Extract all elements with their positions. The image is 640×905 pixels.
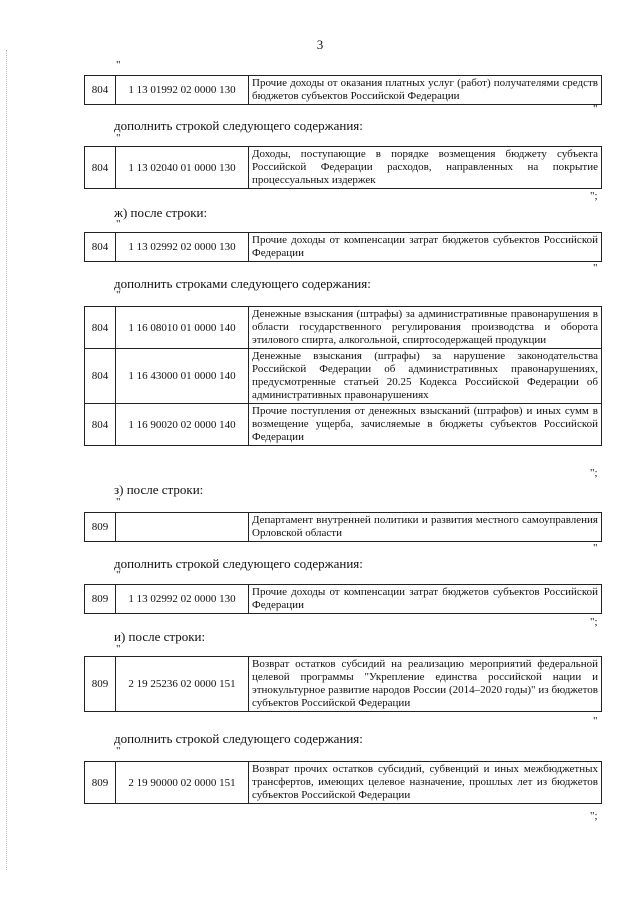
budget-code-cell: 1 16 90020 02 0000 140 (116, 404, 249, 446)
closing-quote: " (593, 715, 598, 727)
table-row-10 (84, 761, 602, 804)
instruction-after-i: и) после строки: (114, 629, 206, 644)
opening-quote: " (116, 132, 121, 144)
instruction-add-rows: дополнить строками следующего содержания: (114, 276, 371, 291)
admin-code-cell: 809 (85, 762, 116, 804)
admin-code-cell: 804 (85, 349, 116, 404)
opening-quote: " (116, 289, 121, 301)
opening-quote: " (116, 59, 121, 71)
table-row-7 (84, 512, 602, 542)
closing-quote: "; (590, 810, 598, 822)
closing-quote: " (593, 103, 598, 115)
description-cell: Возврат прочих остатков субсидий, субвенций и иных межбюджетных трансфертов, имеющих целевое назначение, прошлых лет из бюджетов субъектов Российской Федерации (249, 762, 602, 804)
budget-code-cell: 1 16 08010 01 0000 140 (116, 307, 249, 349)
opening-quote: " (116, 218, 121, 230)
table-row-8 (84, 584, 602, 614)
description-cell: Прочие поступления от денежных взысканий (штрафов) и иных сумм в возмещение ущерба, зачисляемые в бюджеты субъектов Российской Федерации (249, 404, 602, 446)
budget-code-cell: 1 16 43000 01 0000 140 (116, 349, 249, 404)
description-cell: Возврат остатков субсидий на реализацию мероприятий федеральной целевой программы "Укрепление единства российской нации и этнокультурное развитие народов России (2014–2020 годы)" из бюджетов субъектов Российской Федерации (249, 657, 602, 712)
opening-quote: " (116, 496, 121, 508)
description-cell: Прочие доходы от компенсации затрат бюджетов субъектов Российской Федерации (249, 585, 602, 614)
description-cell: Прочие доходы от оказания платных услуг (работ) получателями средств бюджетов субъектов Российской Федерации (249, 76, 602, 105)
description-cell: Денежные взыскания (штрафы) за нарушение законодательства Российской Федерации об административных правонарушениях, предусмотренные статьей 20.25 Кодекса Российской Федерации об административных правонарушениях (249, 349, 602, 404)
budget-code-cell: 1 13 02992 02 0000 130 (116, 585, 249, 614)
description-cell: Доходы, поступающие в порядке возмещения бюджету субъекта Российской Федерации расходов, направленных на покрытие процессуальных издержек (249, 147, 602, 189)
page-number: 3 (316, 37, 324, 52)
opening-quote: " (116, 745, 121, 757)
budget-code-cell: 1 13 02992 02 0000 130 (116, 233, 249, 262)
table-row-9 (84, 656, 602, 712)
admin-code-cell: 804 (85, 147, 116, 189)
closing-quote: " (593, 542, 598, 554)
instruction-after-z: з) после строки: (114, 482, 204, 497)
opening-quote: " (116, 569, 121, 581)
admin-code-cell: 804 (85, 404, 116, 446)
admin-code-cell: 804 (85, 76, 116, 105)
instruction-add-row: дополнить строкой следующего содержания: (114, 556, 363, 571)
opening-quote: " (116, 643, 121, 655)
admin-code-cell: 809 (85, 513, 116, 542)
instruction-add-row: дополнить строкой следующего содержания: (114, 118, 363, 133)
closing-quote: "; (590, 616, 598, 628)
description-cell: Денежные взыскания (штрафы) за административные правонарушения в области государственного регулирования производства и оборота этилового спирта, алкогольной, спиртосодержащей продукции (249, 307, 602, 349)
admin-code-cell: 804 (85, 307, 116, 349)
closing-quote: "; (590, 190, 598, 202)
admin-code-cell: 804 (85, 233, 116, 262)
admin-code-cell: 809 (85, 585, 116, 614)
budget-code-cell (116, 513, 249, 542)
binding-margin-line (6, 50, 7, 870)
description-cell: Департамент внутренней политики и развития местного самоуправления Орловской области (249, 513, 602, 542)
budget-code-cell: 2 19 25236 02 0000 151 (116, 657, 249, 712)
budget-code-cell: 1 13 01992 02 0000 130 (116, 76, 249, 105)
budget-code-cell: 1 13 02040 01 0000 130 (116, 147, 249, 189)
closing-quote: "; (590, 467, 598, 479)
closing-quote: " (593, 262, 598, 274)
table-multirow (84, 306, 602, 446)
table-row-1 (84, 75, 602, 105)
instruction-add-row: дополнить строкой следующего содержания: (114, 731, 363, 746)
budget-code-cell: 2 19 90000 02 0000 151 (116, 762, 249, 804)
instruction-after-zh: ж) после строки: (114, 205, 208, 220)
admin-code-cell: 809 (85, 657, 116, 712)
description-cell: Прочие доходы от компенсации затрат бюджетов субъектов Российской Федерации (249, 233, 602, 262)
table-row-3 (84, 232, 602, 262)
table-row-2 (84, 146, 602, 189)
